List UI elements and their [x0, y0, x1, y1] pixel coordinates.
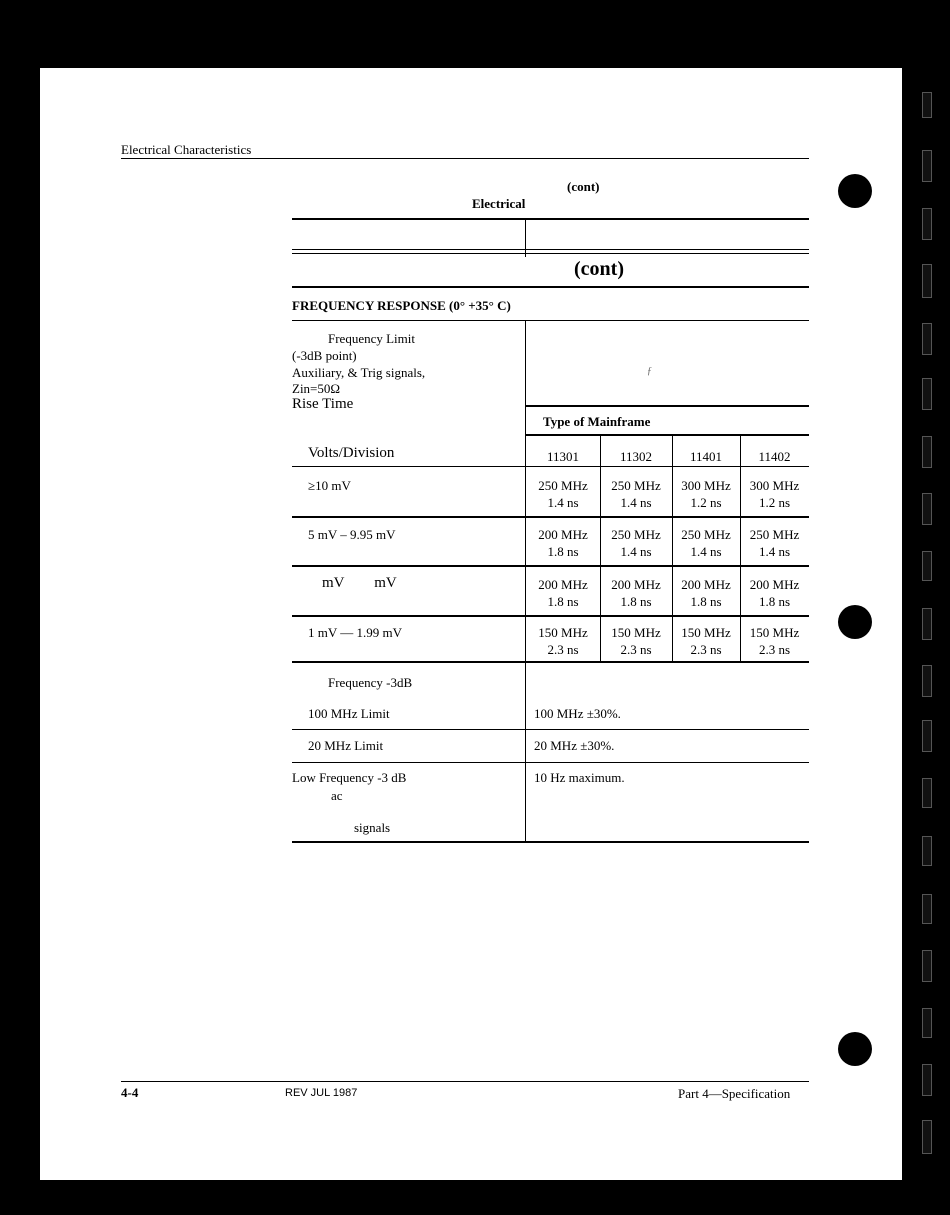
- bandwidth-value: 150 MHz: [538, 625, 588, 640]
- bandwidth-value: 300 MHz: [681, 478, 731, 493]
- low-freq-signals: signals: [354, 820, 391, 835]
- section-title: Electrical Characteristics: [121, 142, 252, 157]
- low-freq-value: 10 Hz maximum.: [534, 770, 625, 785]
- index-tab: [922, 551, 932, 581]
- row3-11301: [526, 576, 600, 610]
- rise-time-value: 1.2 ns: [690, 495, 722, 510]
- rise-time-value: 1.4 ns: [690, 544, 722, 559]
- bandwidth-value: 250 MHz: [538, 478, 588, 493]
- upper-label-line3: Auxiliary, & Trig signals,: [292, 365, 426, 380]
- row3-11302: [600, 576, 672, 610]
- mainframe-top-rule: [525, 405, 809, 407]
- bandwidth-value: 250 MHz: [749, 527, 800, 542]
- bw-20-rule: [292, 762, 809, 763]
- mainframe-header-rule: [525, 434, 809, 436]
- index-tab: [922, 836, 932, 866]
- row4-11301: [526, 624, 600, 658]
- header-double-rule-b: [292, 253, 809, 254]
- model-11302: 11302: [619, 449, 653, 464]
- bw-100-value: 100 MHz ±30%.: [534, 706, 621, 721]
- index-tab: [922, 436, 932, 468]
- bandwidth-value: 150 MHz: [749, 625, 800, 640]
- row1-11301: [526, 477, 600, 511]
- stray-mark: ƒ: [647, 366, 652, 377]
- rise-time-value: 2.3 ns: [758, 642, 791, 657]
- row1-rule: [292, 516, 809, 518]
- bandwidth-value: 200 MHz: [538, 577, 588, 592]
- bandwidth-value: 200 MHz: [681, 577, 731, 592]
- rise-time-value: 2.3 ns: [547, 642, 579, 657]
- row4-label: 1 mV — 1.99 mV: [308, 625, 403, 640]
- model-11401: 11401: [689, 449, 723, 464]
- row3-label: mV mV: [322, 575, 397, 591]
- low-freq-label: Low Frequency -3 dB: [292, 770, 407, 785]
- bandwidth-value: 250 MHz: [611, 527, 661, 542]
- bandwidth-value: 200 MHz: [611, 577, 661, 592]
- rise-time-value: 1.2 ns: [758, 495, 791, 510]
- rise-time-value: 1.8 ns: [547, 544, 579, 559]
- index-tab: [922, 92, 932, 118]
- row2-11302: [600, 526, 672, 560]
- section-rule: [292, 286, 809, 288]
- index-tab: [922, 1008, 932, 1038]
- volts-division-header: Volts/Division: [308, 445, 395, 461]
- freq-response-heading: FREQUENCY RESPONSE (0° +35° C): [292, 298, 511, 313]
- bw-limit-label: Frequency -3dB: [328, 675, 413, 690]
- table-top-rule: [292, 218, 809, 220]
- binder-hole: [838, 174, 872, 208]
- rise-time-value: 1.4 ns: [547, 495, 579, 510]
- row2-11402: [740, 526, 809, 560]
- rise-time-value: 2.3 ns: [620, 642, 652, 657]
- model-11402: 11402: [758, 449, 791, 464]
- rise-time-value: 1.8 ns: [758, 594, 791, 609]
- row2-11401: [672, 526, 740, 560]
- header-rule: [121, 158, 809, 159]
- rise-time-value: 1.4 ns: [620, 544, 652, 559]
- index-tab: [922, 665, 932, 697]
- caption-cont: (cont): [567, 179, 600, 194]
- index-tab: [922, 264, 932, 298]
- section-heading-cont: (cont): [574, 258, 624, 280]
- row3-11401: [672, 576, 740, 610]
- binder-hole: [838, 1032, 872, 1066]
- row1-11401: [672, 477, 740, 511]
- bandwidth-value: 250 MHz: [611, 478, 661, 493]
- index-tab: [922, 1120, 932, 1154]
- bandwidth-value: 250 MHz: [681, 527, 731, 542]
- row4-11302: [600, 624, 672, 658]
- index-tab: [922, 608, 932, 640]
- page-number: 4-4: [121, 1085, 139, 1100]
- bandwidth-value: 150 MHz: [681, 625, 731, 640]
- row3-rule: [292, 615, 809, 617]
- footer-rule: [121, 1081, 809, 1082]
- model-11301: 11301: [546, 449, 580, 464]
- low-freq-ac: ac: [331, 788, 343, 803]
- row2-label: 5 mV – 9.95 mV: [308, 527, 396, 542]
- rise-time-value: 1.4 ns: [758, 544, 791, 559]
- row4-11401: [672, 624, 740, 658]
- upper-label-line4: Zin=50Ω: [292, 381, 341, 396]
- volts-header-rule: [292, 466, 809, 467]
- index-tab: [922, 720, 932, 752]
- row2-rule: [292, 565, 809, 567]
- bandwidth-value: 200 MHz: [749, 577, 800, 592]
- binder-hole: [838, 605, 872, 639]
- bw-100-label: 100 MHz Limit: [308, 706, 390, 721]
- index-tab: [922, 378, 932, 410]
- revision-date: REV JUL 1987: [285, 1087, 358, 1099]
- index-tab: [922, 778, 932, 808]
- row1-11302: [600, 477, 672, 511]
- upper-label-line2: (-3dB point): [292, 348, 357, 363]
- rise-time-value: 1.8 ns: [620, 594, 652, 609]
- mainframe-header: Type of Mainframe: [543, 414, 651, 429]
- index-tab: [922, 150, 932, 182]
- index-tab: [922, 1064, 932, 1096]
- table-bottom-rule: [292, 841, 809, 843]
- index-tab: [922, 950, 932, 982]
- header-col-divider: [525, 220, 526, 257]
- index-tab: [922, 323, 932, 355]
- index-tab: [922, 493, 932, 525]
- bw-20-value: 20 MHz ±30%.: [534, 738, 615, 753]
- index-tab: [922, 894, 932, 924]
- index-tab: [922, 208, 932, 240]
- rise-time-value: 1.8 ns: [547, 594, 579, 609]
- row1-11402: [740, 477, 809, 511]
- rise-time-value: 1.8 ns: [690, 594, 722, 609]
- row4-rule: [292, 661, 809, 663]
- bw-100-rule: [292, 729, 809, 730]
- part-title: Part 4—Specification: [678, 1086, 791, 1101]
- bw-20-label: 20 MHz Limit: [308, 738, 384, 753]
- bandwidth-value: 150 MHz: [611, 625, 661, 640]
- bandwidth-value: 300 MHz: [749, 478, 800, 493]
- bandwidth-value: 200 MHz: [538, 527, 588, 542]
- row1-label: ≥10 mV: [308, 478, 351, 493]
- upper-label-line5: Rise Time: [292, 396, 354, 412]
- upper-label-line1: Frequency Limit: [328, 331, 416, 346]
- caption-electrical: Electrical: [472, 196, 526, 211]
- header-double-rule-a: [292, 249, 809, 250]
- row2-11301: [526, 526, 600, 560]
- freq-heading-rule: [292, 320, 809, 321]
- rise-time-value: 1.4 ns: [620, 495, 652, 510]
- document-page: [40, 68, 902, 1180]
- rise-time-value: 2.3 ns: [690, 642, 722, 657]
- row4-11402: [740, 624, 809, 658]
- row3-11402: [740, 576, 809, 610]
